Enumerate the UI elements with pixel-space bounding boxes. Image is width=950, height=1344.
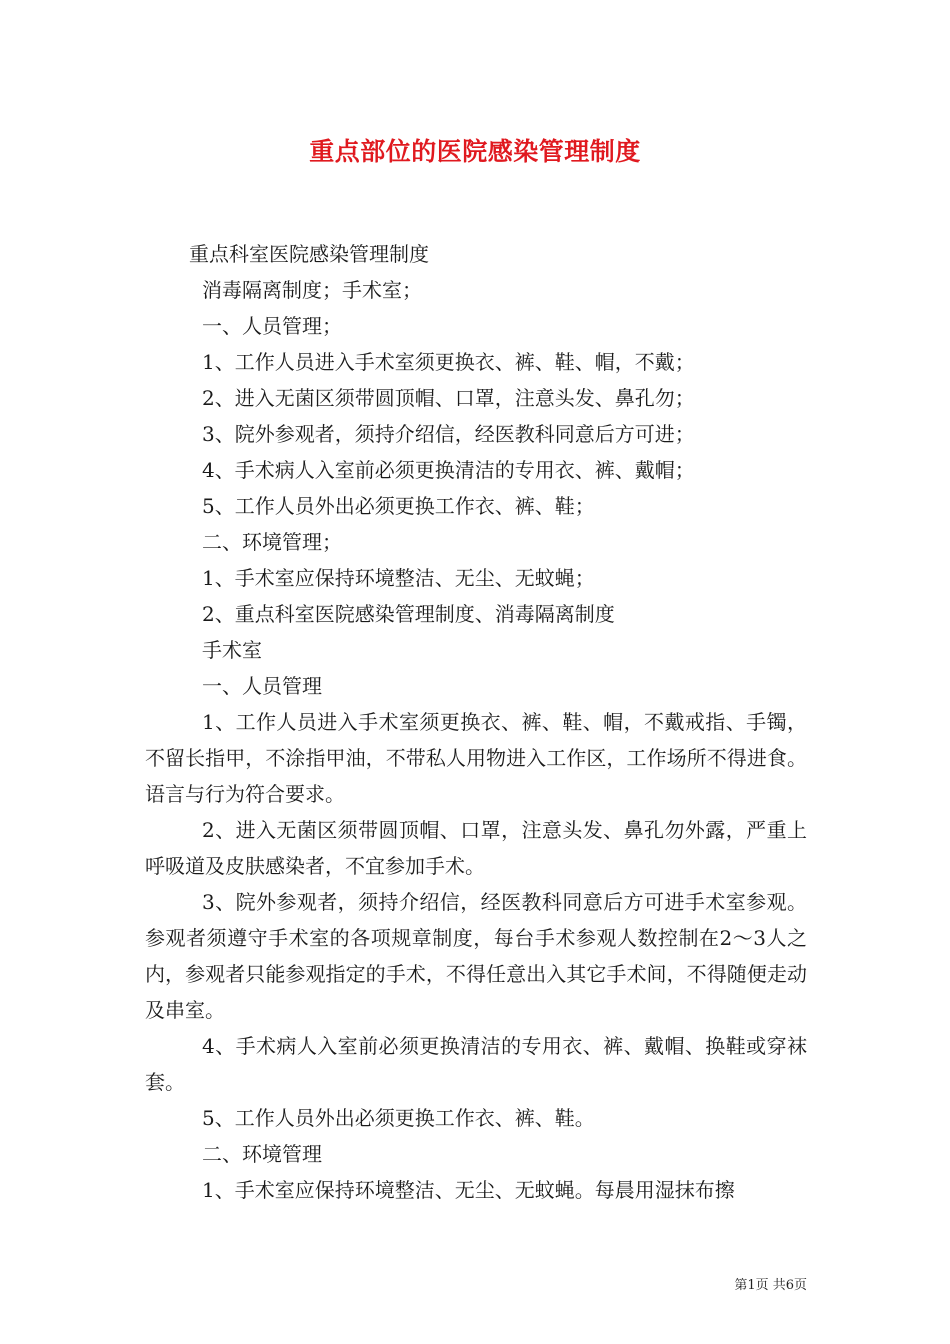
text-line: 一、人员管理； <box>202 314 342 338</box>
text-line: 消毒隔离制度；手术室； <box>202 278 422 302</box>
text-line: 一、人员管理 <box>202 674 322 698</box>
document-title: 重点部位的医院感染管理制度 <box>309 137 641 166</box>
text-line: 手术室 <box>202 638 262 662</box>
text-line: 二、环境管理 <box>202 1142 322 1166</box>
document-body <box>145 236 807 1208</box>
text-line: 二、环境管理； <box>202 530 342 554</box>
body-paragraph: 4、手术病人入室前必须更换清洁的专用衣、裤、戴帽、换鞋或穿袜套。 <box>145 1034 807 1094</box>
text-line: 5、工作人员外出必须更换工作衣、裤、鞋； <box>202 494 595 518</box>
text-line: 2、进入无菌区须带圆顶帽、口罩，注意头发、鼻孔勿； <box>202 386 695 410</box>
body-paragraph: 1、工作人员进入手术室须更换衣、裤、鞋、帽，不戴戒指、手镯，不留长指甲，不涂指甲油，不带私人用物进入工作区，工作场所不得进食。语言与行为符合要求。 <box>145 710 807 806</box>
text-line: 1、工作人员进入手术室须更换衣、裤、鞋、帽，不戴； <box>202 350 695 374</box>
page-number-footer: 第1页 共6页 <box>734 1278 807 1293</box>
text-line: 4、手术病人入室前必须更换清洁的专用衣、裤、戴帽； <box>202 458 695 482</box>
body-paragraph: 3、院外参观者，须持介绍信，经医教科同意后方可进手术室参观。参观者须遵守手术室的各项规章制度，每台手术参观人数控制在2～3人之内，参观者只能参观指定的手术，不得任意出入其它手术间，不得随便走动及串室。 <box>145 890 807 1022</box>
text-line: 1、手术室应保持环境整洁、无尘、无蚊蝇。每晨用湿抹布擦 <box>202 1178 735 1202</box>
text-line: 3、院外参观者，须持介绍信，经医教科同意后方可进； <box>202 422 695 446</box>
text-line: 5、工作人员外出必须更换工作衣、裤、鞋。 <box>202 1106 595 1130</box>
section-heading: 重点科室医院感染管理制度 <box>189 242 429 266</box>
body-paragraph: 2、进入无菌区须带圆顶帽、口罩，注意头发、鼻孔勿外露，严重上呼吸道及皮肤感染者，不宜参加手术。 <box>145 818 807 878</box>
text-line: 1、手术室应保持环境整洁、无尘、无蚊蝇； <box>202 566 595 590</box>
text-line: 2、重点科室医院感染管理制度、消毒隔离制度 <box>202 602 615 626</box>
